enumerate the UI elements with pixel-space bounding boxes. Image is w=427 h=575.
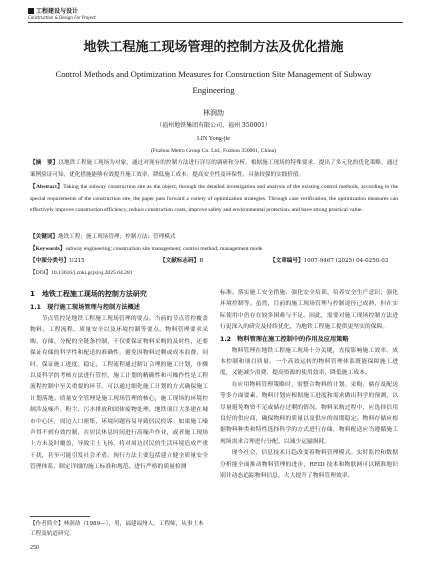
abstract-cn-label: 【摘 要】 [30, 160, 59, 166]
keywords-en-text: subway engineering; construction site management; control method; management mode [65, 246, 263, 252]
body-paragraph: 节点管控是地铁工程施工现场管理的要点。当前的节点管控覆盖物料、工程流程、质量安全以及环境控制等要点。物料管理要求采购、存储、分配的全链条控制，不仅要保证物料采购的及时性，还要保证存储的科学性和配送的准确性，避免因物料过剩或成本浪费，同时，保证施工进度。稳定、工程流程通过制订合理的施工计划，步骤以及科学的考核方法进行管控，施工计划的精确性和可操作性是工程流程控制中至关重要的环节。可以通过细化施工计划的方式确保施工计划落地。质量安全管理是施工现场管理的核心，施工现场的环境控制涉及噪声、粉尘、污水排放和固体废物处理。地铁项目大多建在城市中心区，周边人口密集，环境问题容易导致居民投诉。如果施工噪声得不到有效控制，在居民休息时间进行高噪声作业，或者施工现场上方未及时覆盖，导致尘土飞扬，将对周边居民的生活环境造成严重干扰，甚至可能引发社会矛盾。现行方法主要包括建立健全质量安全管理体系、制定详细的施工标准和规范、进行严格的质量检测 [30, 316, 208, 471]
affiliation-cn: （福州地铁集团有限公司，福州 350001） [156, 122, 271, 129]
body-column-left [30, 288, 208, 474]
doc-value: B [199, 258, 204, 264]
section-heading-1: 1 地铁工程施工现场的控制方法研究 [30, 290, 147, 298]
body-paragraph: 物料管理在地铁工程施工现场十分关键，直接影响施工效率、成本控制和项目质量。一个高效运转的物料管理体系既能保障施工进度，又能减少浪费，提高资源的使用效率，降低施工成本。 [220, 347, 398, 377]
clc-value: U215 [69, 258, 85, 264]
body-paragraph: 在应用物料管理策略时，需整合物料的计划、采购、储存及配送等多方面要素。物料计划应根据施工进度和需求做出科学的预测，以尽量避免物资不足或储存过剩的情况。物料采购过程中，应选择信用良好的供应商，确保物料的质量以及供应的周期稳定。物料存储应根据物料种类和特性选择科学的方式进行存储，物料配送应当遵循施工现场需求合理进行分配，以减少运输损耗。 [220, 381, 398, 445]
document-code [160, 256, 203, 264]
abstract-en [30, 182, 398, 217]
journal-logo-icon [28, 8, 34, 14]
header-rule [28, 22, 403, 23]
affiliation-en: (Fuzhou Metro Group Co. Ltd., Fuzhou 350001, China) [150, 148, 277, 154]
art-value: 1007-9467 (2025) 04-0250-03 [303, 258, 389, 264]
art-label: 【文章编号】 [270, 258, 304, 264]
author-footnote: 【作者简介】林润劼（1989—），男，福建福州人，工程师，从事土木工程及轨道研究。 [30, 521, 204, 537]
paper-title-en: Control Methods and Optimization Measures for Construction Site Management of Subway Engineering [55, 69, 372, 95]
subsection-heading-1-2: 1.2 物料管理在施工控制中的作用及应用策略 [220, 335, 349, 343]
article-number [270, 256, 388, 264]
abstract-en-text: Taking the subway construction site as the object, through the detailed investigation and analysis of the existing control methods, according to the special requirements of the construction site, the paper puts forward a variety of optimization strategies. Through case verification, the optimization measures can effectively improve construction efficiency, reduce construction costs, improve safety and environmental protection, and have strong practical value. [30, 184, 398, 213]
page-number: 250 [30, 545, 39, 551]
journal-name-en: Construction & Design For Project [28, 15, 96, 20]
doc-label: 【文献标志码】 [160, 258, 200, 264]
keywords-en [30, 244, 398, 256]
body-paragraph: 现今社会，信息技术日趋改变着物料管理模式。实时监控和数据分析能全面推动物料管理的进步，RFID 技术和物联网可以精准地识别并动态追踪物料信息，大大提升了物料管理效率。 [220, 450, 398, 480]
journal-header [28, 6, 403, 28]
abstract-cn [30, 158, 398, 181]
journal-name-cn: 工程建设与设计 [36, 8, 79, 15]
keywords-cn-label: 【关键词】 [30, 234, 58, 240]
clc-label: 【中图分类号】 [30, 258, 70, 264]
keywords-cn-text: 地铁工程；施工现场管理；控制方法；管理模式 [57, 234, 176, 240]
author-name-en: LIN Yong-jie [197, 135, 230, 142]
author-name-cn: 林润劼 [203, 109, 224, 117]
body-paragraph: 标准、落实施工安全措施、强化安全培训、培养安全生产意识、强化环境控制等。虽然，目前的施工现场管理与控制途径已成熟，但在实际使用中仍存在较多困难与不足。因此，需要对施工现场控制方法进行更深入的研究及持续优化，为地铁工程施工提供更坚实的保障。 [220, 290, 398, 331]
paper-title-cn: 地铁工程施工现场管理的控制方法及优化措施 [83, 40, 344, 55]
keywords-cn [30, 232, 398, 244]
body-column-right [220, 288, 398, 483]
doi: 【DOI】10.13616/j.cnki.gcjsysj.2025.04.281 [30, 270, 133, 276]
keywords-en-label: 【Keywords】 [30, 246, 66, 252]
clc-number [30, 256, 85, 264]
footnote-rule [30, 516, 90, 517]
abstract-cn-text: 以地铁工程施工现场为对象，通过对现有的控制方法进行详尽的调研和分析，根据施工现场的特殊要求，提出了多元化的优化策略。通过案例验证可知，优化措施能够有效提升施工效率，降低施工成本，提高安全性及环保性，具备较强的实践价值。 [30, 160, 398, 178]
abstract-en-label: 【Abstract】 [30, 184, 64, 190]
subsection-heading-1-1: 1.1 现行施工现场管理与控制方法概述 [30, 304, 140, 311]
